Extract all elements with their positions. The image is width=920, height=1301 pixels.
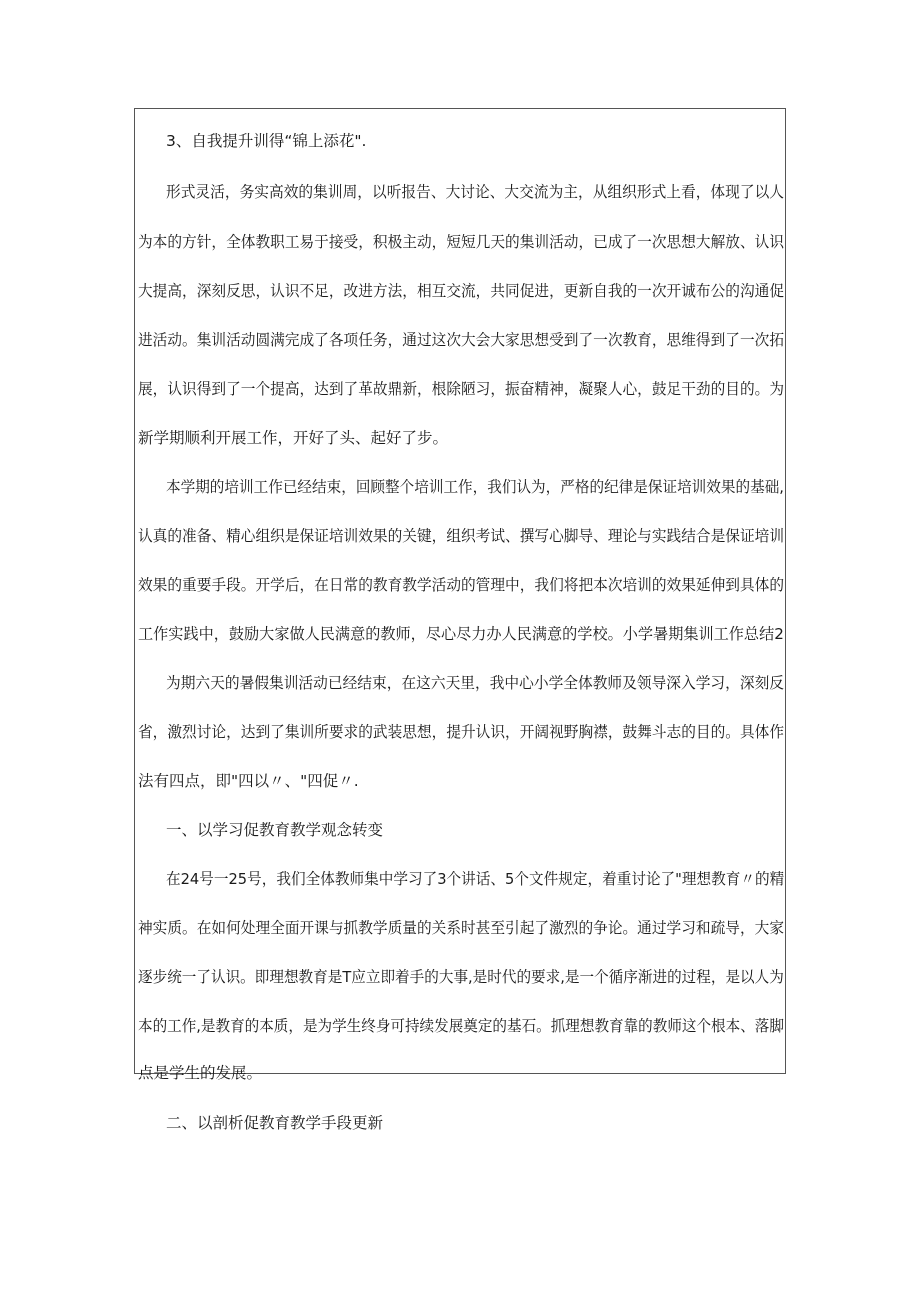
- paragraph-line: 效果的重要手段。开学后，在日常的教育教学活动的管理中，我们将把本次培训的效果延伸到具体的: [138, 576, 785, 594]
- section-heading-1: 一、以学习促教育教学观念转变: [166, 821, 384, 839]
- paragraph-line: 进活动。集训活动圆满完成了各项任务，通过这次大会大家思想受到了一次教育，思维得到了一次拓: [138, 331, 785, 349]
- section-heading-3: 3、自我提升训得“锦上添花".: [166, 132, 367, 150]
- paragraph-line: 本学期的培训工作已经结束，回顾整个培训工作，我们认为，严格的纪律是保证培训效果的基础,: [166, 478, 784, 496]
- section-heading-2: 二、以剖析促教育教学手段更新: [166, 1114, 384, 1132]
- paragraph-line: 本的工作,是教育的本质，是为学生终身可持续发展奠定的基石。抓理想教育靠的教师这个根本、落脚: [138, 1017, 784, 1035]
- paragraph-line: 点是学生的发展。: [138, 1064, 263, 1082]
- paragraph-line: 为期六天的暑假集训活动已经结束，在这六天里，我中心小学全体教师及领导深入学习，深刻反: [166, 674, 785, 692]
- paragraph-line: 新学期顺利开展工作，开好了头、起好了步。: [138, 429, 449, 447]
- paragraph-line: 大提高，深刻反思，认识不足，改进方法，相互交流，共同促进，更新自我的一次开诚布公的沟通促: [138, 282, 785, 300]
- paragraph-line: 神实质。在如何处理全面开课与抓教学质量的关系时甚至引起了激烈的争论。通过学习和疏导，大家: [138, 919, 785, 937]
- paragraph-line: 工作实践中，鼓励大家做人民满意的教师，尽心尽力办人民满意的学校。小学暑期集训工作总结2: [138, 625, 784, 643]
- paragraph-line: 逐步统一了认识。即理想教育是T应立即着手的大事,是时代的要求,是一个循序渐进的过程，是以人为: [138, 968, 784, 986]
- paragraph-line: 省，激烈讨论，达到了集训所要求的武装思想，提升认识，开阔视野胸襟，鼓舞斗志的目的。具体作: [138, 723, 785, 741]
- paragraph-line: 为本的方针，全体教职工易于接受，积极主动，短短几天的集训活动，已成了一次思想大解放、认识: [138, 233, 785, 251]
- paragraph-line: 在24号一25号，我们全体教师集中学习了3个讲话、5个文件规定，着重讨论了"理想教育〃的精: [166, 870, 785, 888]
- paragraph-line: 认真的准备、精心组织是保证培训效果的关键，组织考试、撰写心脚导、理论与实践结合是保证培训: [138, 527, 785, 545]
- paragraph-line: 展，认识得到了一个提高，达到了革故鼎新，根除陋习，振奋精神，凝聚人心，鼓足干劲的目的。为: [138, 380, 785, 398]
- paragraph-line: 法有四点，即"四以〃、"四促〃.: [138, 772, 359, 790]
- paragraph-line: 形式灵活，务实高效的集训周，以听报告、大讨论、大交流为主，从组织形式上看，体现了以人: [166, 183, 785, 201]
